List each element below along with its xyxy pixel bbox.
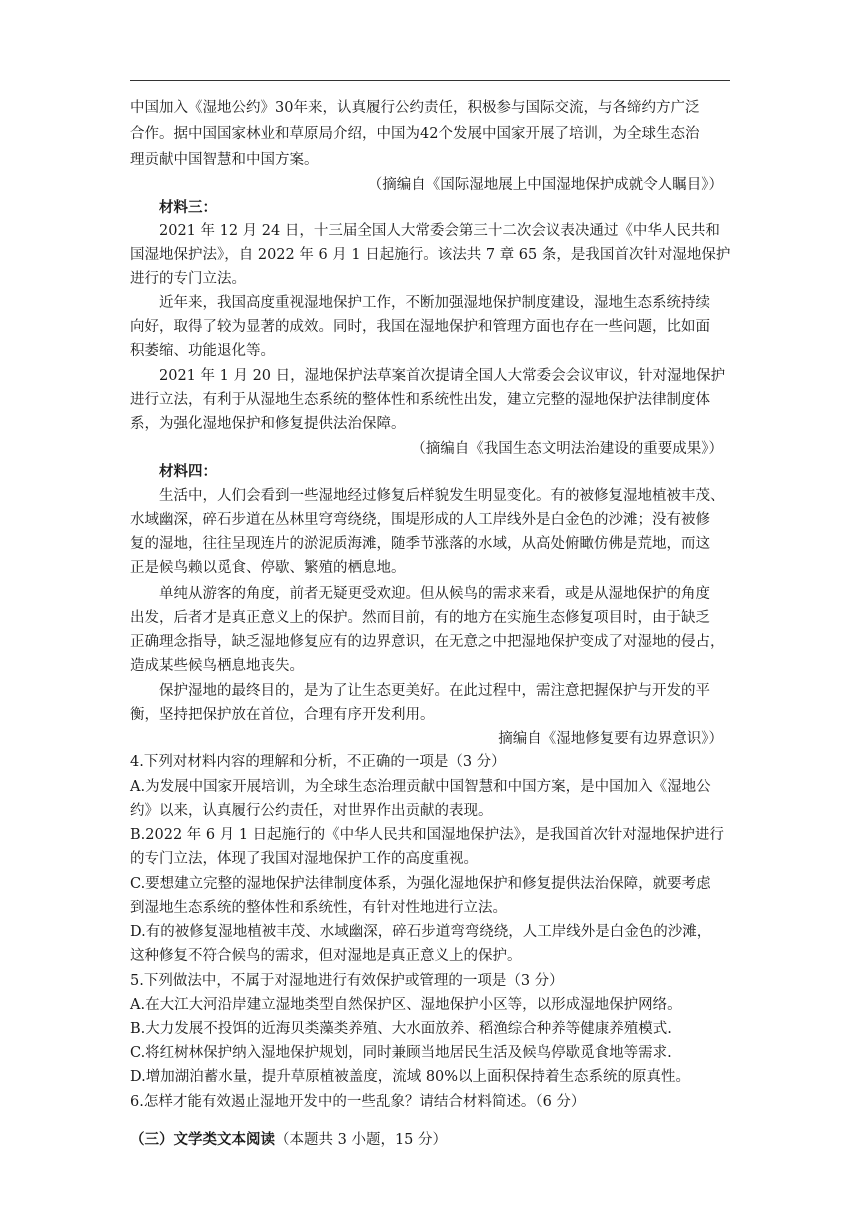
paragraph-line: 水域幽深，碎石步道在丛林里穹弯绕绕，围堤形成的人工岸线外是白金色的沙滩；没有被修 bbox=[130, 512, 710, 528]
paragraph-line: 2021 年 1 月 20 日，湿地保护法草案首次提请全国人大常委会会议审议，针对湿地保护 bbox=[159, 368, 726, 384]
paragraph-line: 衡，坚持把保护放在首位，合理有序开发利用。 bbox=[130, 707, 435, 723]
paragraph-line: 近年来，我国高度重视湿地保护工作，不断加强湿地保护制度建设，湿地生态系统持续 bbox=[159, 295, 710, 311]
paragraph-line: 单纯从游客的角度，前者无疑更受欢迎。但从候鸟的需求来看，或是从湿地保护的角度 bbox=[159, 586, 710, 602]
q4-option-d: D.有的被修复湿地植被丰茂、水域幽深，碎石步道弯弯绕绕，人工岸线外是白金色的沙滩， bbox=[130, 924, 712, 940]
q4-option-b: B.2022 年 6 月 1 日起施行的《中华人民共和国湿地保护法》，是我国首次针对湿地保护进行 bbox=[130, 827, 724, 843]
source-citation: （摘编自《我国生态文明法治建设的重要成果》） bbox=[411, 441, 723, 457]
paragraph-line: 理贡献中国智慧和中国方案。 bbox=[130, 152, 319, 168]
q4-option-d-cont: 这种修复不符合候鸟的需求，但对湿地是真正意义上的保护。 bbox=[130, 948, 522, 964]
section-three-heading bbox=[130, 1130, 730, 1150]
header-rule bbox=[130, 80, 730, 81]
question-5-stem: 5.下列做法中，不属于对湿地进行有效保护或管理的一项是（3 分） bbox=[130, 973, 564, 989]
paragraph-line: 正是候鸟赖以觅食、停歇、繁殖的栖息地。 bbox=[130, 560, 406, 576]
q4-option-c-cont: 到湿地生态系统的整体性和系统性，有针对性地进行立法。 bbox=[130, 900, 507, 916]
paragraph-line: 复的湿地，往往呈现连片的淤泥质海滩，随季节涨落的水域，从高处俯瞰仿佛是荒地，而这 bbox=[130, 536, 710, 552]
paragraph-line: 2021 年 12 月 24 日，十三届全国人大常委会第三十二次会议表决通过《中华人民共和 bbox=[159, 223, 720, 239]
paragraph-line: 出发，后者才是真正意义上的保护。然而目前，有的地方在实施生态修复项目时，由于缺乏 bbox=[130, 610, 710, 626]
section-three-subtitle: （本题共 3 小题，15 分） bbox=[275, 1132, 448, 1148]
question-4-stem: 4.下列对材料内容的理解和分析，不正确的一项是（3 分） bbox=[130, 754, 506, 770]
paragraph-line: 生活中，人们会看到一些湿地经过修复后样貌发生明显变化。有的被修复湿地植被丰茂、 bbox=[159, 488, 725, 504]
paragraph-line: 中国加入《湿地公约》30年来，认真履行公约责任，积极参与国际交流，与各缔约方广泛 bbox=[130, 100, 700, 116]
paragraph-line: 国湿地保护法》，自 2022 年 6 月 1 日起施行。该法共 7 章 65 条，是我国首次针对湿地保护 bbox=[130, 247, 731, 263]
q4-option-a-cont: 约》以来，认真履行公约责任，对世界作出贡献的表现。 bbox=[130, 803, 493, 819]
q5-option-b: B.大力发展不投饵的近海贝类藻类养殖、大水面放养、稻渔综合种养等健康养殖模式. bbox=[130, 1021, 672, 1037]
material-four-title: 材料四： bbox=[159, 463, 217, 480]
q4-option-b-cont: 的专门立法，体现了我国对湿地保护工作的高度重视。 bbox=[130, 851, 478, 867]
material-three-title: 材料三： bbox=[159, 199, 217, 216]
source-citation: （摘编自《国际湿地展上中国湿地保护成就令人瞩目》） bbox=[367, 177, 723, 193]
q5-option-a: A.在大江大河沿岸建立湿地类型自然保护区、湿地保护小区等，以形成湿地保护网络。 bbox=[130, 997, 682, 1013]
paragraph-line: 积萎缩、功能退化等。 bbox=[130, 343, 275, 359]
paragraph-line: 向好，取得了较为显著的成效。同时，我国在湿地保护和管理方面也存在一些问题，比如面 bbox=[130, 319, 710, 335]
q5-option-d: D.增加湖泊蓄水量，提升草原植被盖度，流域 80%以上面积保持着生态系统的原真性。 bbox=[130, 1069, 691, 1085]
section-three-title: （三）文学类文本阅读 bbox=[130, 1132, 275, 1148]
paragraph-line: 造成某些候鸟栖息地丧失。 bbox=[130, 658, 304, 674]
paragraph-line: 保护湿地的最终目的，是为了让生态更美好。在此过程中，需注意把握保护与开发的平 bbox=[159, 683, 710, 699]
q5-option-c: C.将红树林保护纳入湿地保护规划，同时兼顾当地居民生活及候鸟停歇觅食地等需求. bbox=[130, 1045, 672, 1061]
question-6-stem: 6.怎样才能有效遏止湿地开发中的一些乱象？请结合材料简述。（6 分） bbox=[130, 1094, 586, 1110]
q4-option-a: A.为发展中国家开展培训，为全球生态治理贡献中国智慧和中国方案，是中国加入《湿地公 bbox=[130, 779, 711, 795]
paragraph-line: 进行立法，有利于从湿地生态系统的整体性和系统性出发，建立完整的湿地保护法律制度体 bbox=[130, 392, 710, 408]
paragraph-line: 系，为强化湿地保护和修复提供法治保障。 bbox=[130, 416, 406, 432]
paragraph-line: 合作。据中国国家林业和草原局介绍，中国为42个发展中国家开展了培训，为全球生态治 bbox=[130, 126, 700, 142]
paragraph-line: 正确理念指导，缺乏湿地修复应有的边界意识，在无意之中把湿地保护变成了对湿地的侵占， bbox=[130, 634, 725, 650]
q4-option-c: C.要想建立完整的湿地保护法律制度体系，为强化湿地保护和修复提供法治保障，就要考虑 bbox=[130, 876, 711, 892]
paragraph-line: 进行的专门立法。 bbox=[130, 271, 246, 287]
source-citation: 摘编自《湿地修复要有边界意识》） bbox=[498, 731, 723, 747]
